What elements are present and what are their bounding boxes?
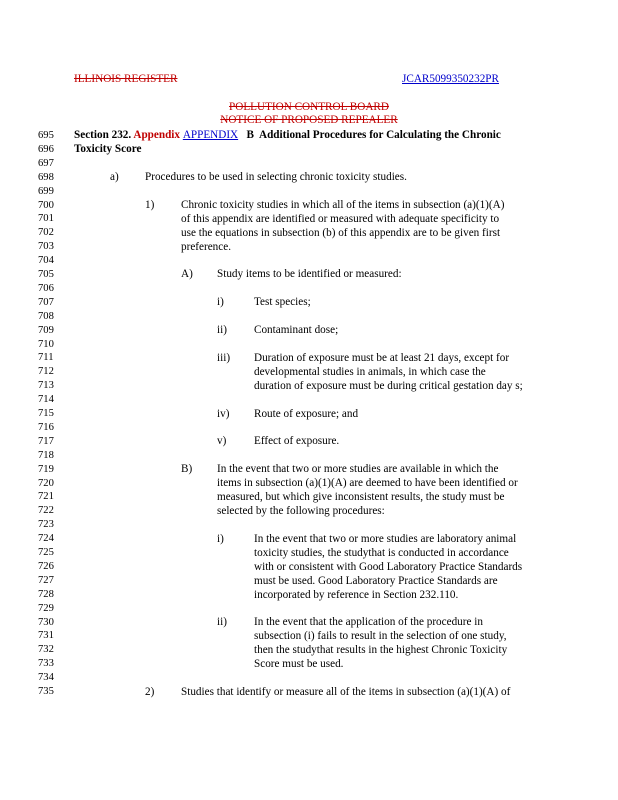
label-sub-v: v) — [217, 435, 227, 447]
B-ii-line1: In the event that the application of the procedure in — [254, 616, 483, 628]
line-number: 734 — [38, 672, 54, 684]
B-i-line2: toxicity studies, the studythat is conducted in accordance — [254, 547, 509, 559]
label-sub-iii: iii) — [217, 352, 231, 364]
line-number: 702 — [38, 227, 54, 239]
section-prefix: Section 232. — [74, 129, 132, 141]
line-number: 697 — [38, 157, 54, 169]
line-number: 729 — [38, 602, 54, 614]
item1-line3: use the equations in subsection (b) of this appendix are to be given first — [181, 227, 501, 239]
item1-line2: of this appendix are identified or measured with adequate specificity to — [181, 213, 500, 225]
itemB-line3: measured, but which give inconsistent results, the study must be — [217, 491, 505, 503]
label-sub-iv: iv) — [217, 408, 230, 420]
document-id: JCAR5099350232PR — [402, 73, 499, 85]
line-number: 704 — [38, 255, 54, 267]
label-A: A) — [181, 268, 193, 280]
B-i-line3: with or consistent with Good Laboratory Practice Standards — [254, 561, 523, 573]
line-number: 712 — [38, 366, 54, 378]
line-number: 721 — [38, 491, 54, 503]
itemB-line2: items in subsection (a)(1)(A) are deemed to have been identified or — [217, 477, 518, 489]
line-number: 718 — [38, 449, 54, 461]
label-a: a) — [110, 171, 119, 183]
item1-line1: Chronic toxicity studies in which all of the items in subsection (a)(1)(A) — [181, 199, 505, 211]
line-number: 732 — [38, 644, 54, 656]
line-number: 713 — [38, 380, 54, 392]
section-title-line2: Toxicity Score — [74, 143, 142, 155]
appendix-letter: B — [246, 129, 254, 141]
line-number: 720 — [38, 477, 54, 489]
B-ii-line2: subsection (i) fails to result in the selection of one study, — [254, 630, 507, 642]
text-A: Study items to be identified or measured: — [217, 268, 402, 280]
B-i-line5: incorporated by reference in Section 232.110. — [254, 589, 459, 601]
line-number: 709 — [38, 324, 54, 336]
board-name: POLLUTION CONTROL BOARD — [229, 101, 389, 113]
line-number: 715 — [38, 408, 54, 419]
line-number: 726 — [38, 560, 54, 572]
label-1: 1) — [145, 199, 155, 211]
line-number: 703 — [38, 241, 54, 253]
appendix-new: APPENDIX — [182, 129, 239, 141]
line-number: 728 — [38, 588, 54, 600]
line-number: 719 — [38, 463, 54, 475]
line-number: 698 — [38, 171, 54, 183]
section-title-line1: Additional Procedures for Calculating the Chronic — [258, 129, 501, 141]
line-number: 700 — [38, 199, 54, 211]
text-sub-v: Effect of exposure. — [254, 435, 340, 447]
label-B-ii: ii) — [217, 616, 227, 628]
label-sub-ii: ii) — [217, 324, 227, 336]
line-number: 701 — [38, 213, 54, 225]
line-number: 733 — [38, 658, 54, 670]
sub-iii-line1: Duration of exposure must be at least 21 days, except for — [254, 352, 510, 364]
line-number: 696 — [38, 143, 54, 155]
line-number: 705 — [38, 269, 54, 280]
B-i-line1: In the event that two or more studies are laboratory animal — [254, 533, 517, 545]
line-number: 730 — [38, 616, 54, 628]
itemB-line4: selected by the following procedures: — [217, 505, 385, 517]
line-number: 706 — [38, 282, 54, 294]
sub-iii-line3: duration of exposure must be during critical gestation day s; — [254, 380, 523, 392]
register-header: ILLINOIS REGISTER — [74, 73, 178, 85]
B-ii-line4: Score must be used. — [254, 658, 344, 670]
text-sub-i: Test species; — [254, 296, 311, 308]
line-number: 722 — [38, 505, 54, 517]
B-i-line4: must be used. Good Laboratory Practice Standards are — [254, 575, 498, 587]
line-number: 707 — [38, 296, 54, 308]
line-number: 725 — [38, 547, 54, 558]
line-number: 724 — [38, 533, 54, 545]
line-number: 717 — [38, 435, 54, 447]
label-2: 2) — [145, 686, 155, 698]
line-number: 711 — [38, 352, 54, 364]
line-number: 723 — [38, 519, 54, 531]
line-number: 708 — [38, 310, 54, 322]
section-heading — [74, 129, 501, 143]
line-number: 735 — [38, 686, 54, 697]
label-B-i: i) — [217, 533, 224, 545]
line-number: 727 — [38, 574, 54, 586]
line-number: 695 — [38, 130, 54, 141]
text-sub-ii: Contaminant dose; — [254, 324, 339, 336]
line-number: 699 — [38, 185, 54, 197]
appendix-old: Appendix — [133, 129, 181, 141]
B-ii-line3: then the studythat results in the highest Chronic Toxicity — [254, 644, 508, 656]
line-number: 731 — [38, 630, 54, 642]
text-2: Studies that identify or measure all of the items in subsection (a)(1)(A) of — [181, 686, 511, 698]
notice-title: NOTICE OF PROPOSED REPEALER — [220, 114, 398, 126]
label-sub-i: i) — [217, 296, 224, 308]
sub-iii-line2: developmental studies in animals, in which case the — [254, 366, 486, 378]
item1-line4: preference. — [181, 241, 231, 253]
line-number: 716 — [38, 421, 54, 433]
line-number: 714 — [38, 394, 54, 406]
line-number: 710 — [38, 338, 54, 350]
text-sub-iv: Route of exposure; and — [254, 408, 359, 420]
itemB-line1: In the event that two or more studies are available in which the — [217, 463, 499, 475]
label-B: B) — [181, 463, 193, 475]
text-a: Procedures to be used in selecting chronic toxicity studies. — [145, 171, 407, 183]
